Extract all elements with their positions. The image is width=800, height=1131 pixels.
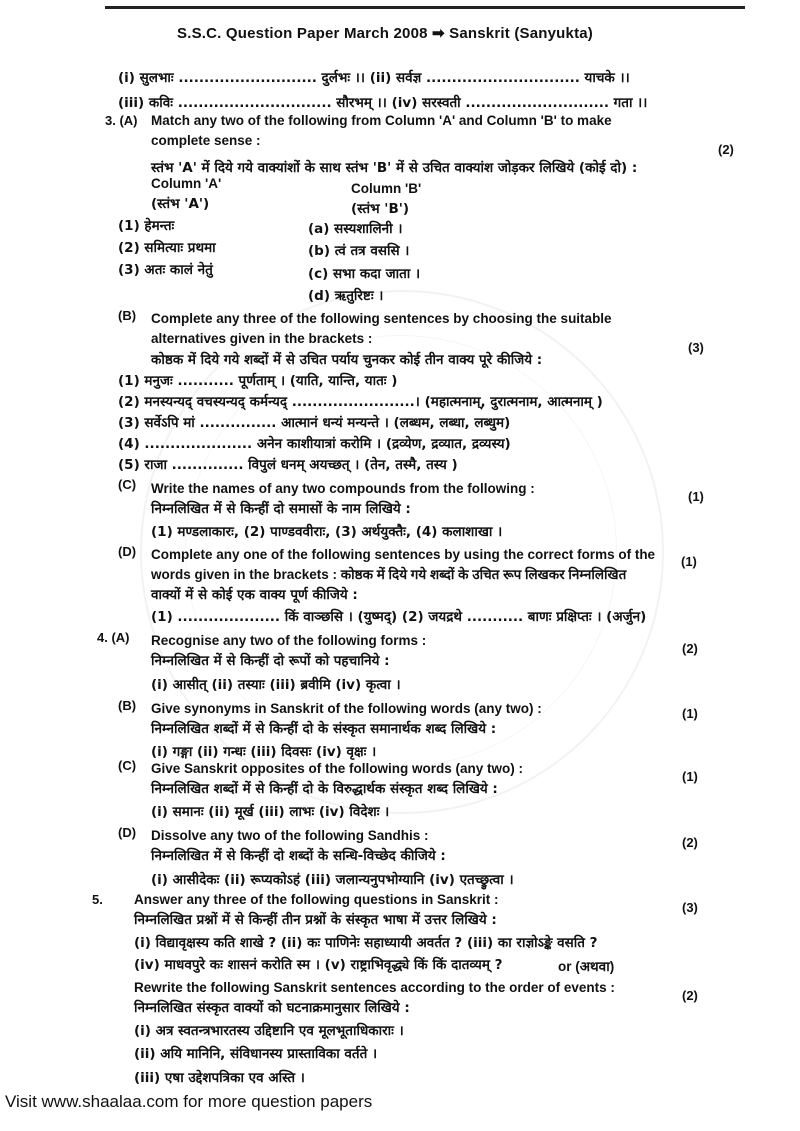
text-line: Column 'B' [351,181,422,196]
text-line: (b) त्वं तत्र वससि । [308,243,410,259]
text-line: (1) मनुजः ........... पूर्णताम् । (याति, यान्ति, यातः ) [118,373,398,389]
text-line: (4) ..................... अनेन काशीयात्रां करोमि । (द्रव्येण, द्रव्यात, द्रव्यस्य) [118,436,511,452]
text-line: (i) सुलभाः ........................... दुर्लभः ।। (ii) सर्वज्ञ .............................. याचके ।। [118,70,630,86]
text-line: निम्नलिखित में से किन्हीं दो रूपों को पहचानिये : [151,653,390,669]
text-line: or (अथवा) [558,959,615,974]
text-line: Give Sanskrit opposites of the following words (any two) : [151,761,524,776]
footer-note[interactable]: Visit www.shaalaa.com for more question papers [5,1092,373,1111]
text-line: (i) गङ्गा (ii) गन्धः (iii) दिवसः (iv) वृक्षः । [151,744,377,760]
text-line: Complete any one of the following sentences by using the correct forms of the [151,547,656,562]
text-line: Complete any three of the following sentences by choosing the suitable [151,311,612,326]
text-line: (iii) कविः .............................. सौरभम् ।। (iv) सरस्वती ............................ गता ।। [118,95,648,111]
text-line: Column 'A' [151,176,222,191]
text-line: (1) .................... किं वाञ्छसि । (युष्मद्) (2) जयद्रथे ........... बाणः प्रक्षिप्तः । (अर्जुन) [151,609,647,625]
text-line: (B) [118,308,137,323]
text-line: (iv) माधवपुरे कः शासनं करोति स्म । (v) राष्ट्राभिवृद्ध्ये किं किं दातव्यम् ? [134,957,503,973]
text-line: निम्नलिखित शब्दों में से किन्हीं दो के संस्कृत समानार्थक शब्द लिखिये : [151,721,497,737]
header-title: S.S.C. Question Paper March 2008 ➡ Sanskrit (Sanyukta) [177,25,594,42]
marks-label: (3) [688,340,704,355]
text-line: Write the names of any two compounds from the following : [151,481,535,496]
text-line: (2) समित्याः प्रथमा [118,240,216,256]
text-line: (2) मनस्यन्यद् वचस्यन्यद् कर्मन्यद् ........................। (महात्मनाम्, दुरात्मनाम, आत्मनाम् ) [118,394,603,410]
text-line: (D) [118,544,137,559]
text-line: Dissolve any two of the following Sandhis : [151,828,429,843]
text-line: (i) आसीत् (ii) तस्याः (iii) ब्रवीमि (iv) कृत्वा । [151,677,401,693]
text-line: 4. (A) [97,630,130,645]
text-line: (3) सर्वेऽपि मां ............... आत्मानं धन्यं मन्यन्ते । (लब्धम, लब्धा, लब्धुम) [118,415,511,431]
page-header [105,6,745,58]
text-line: Answer any three of the following questions in Sanskrit : [134,892,499,907]
marks-label: (2) [682,835,698,850]
marks-label: (1) [688,489,704,504]
marks-label: (2) [682,988,698,1003]
marks-label: (2) [682,641,698,656]
text-line: Recognise any two of the following forms : [151,633,427,648]
text-line: complete sense : [151,133,261,148]
text-line: (iii) एषा उद्देशपत्रिका एव अस्ति । [134,1070,305,1086]
text-line: (i) समानः (ii) मूर्ख (iii) लाभः (iv) विदेशः । [151,804,390,820]
text-line: (3) अतः कालं नेतुं [118,262,213,278]
text-line: निम्नलिखित प्रश्नों में से किन्हीं तीन प्रश्नों के संस्कृत भाषा में उत्तर लिखिये : [134,912,497,928]
text-line: (c) सभा कदा जाता । [308,266,421,282]
text-line: Rewrite the following Sanskrit sentences according to the order of events : [134,980,615,995]
text-line: निम्नलिखित संस्कृत वाक्यों को घटनाक्रमानुसार लिखिये : [134,1000,410,1016]
text-line: words given in the brackets : कोष्ठक में दिये गये शब्दों के उचित रूप लिखकर निम्नलिखित [151,567,627,582]
text-line: (a) सस्यशालिनी । [308,221,403,237]
text-line: निम्नलिखित में से किन्हीं दो समासों के नाम लिखिये : [151,501,411,517]
text-line: निम्नलिखित शब्दों में से किन्हीं दो के विरुद्धार्थक संस्कृत शब्द लिखिये : [151,781,498,797]
text-line: 5. [92,892,103,907]
marks-label: (3) [682,900,698,915]
text-line: (i) विद्यावृक्षस्य कति शाखे ? (ii) कः पाणिनेः सहाध्यायी अवर्तत ? (iii) का राज्ञोऽङ्के वसति ? [134,935,598,951]
text-line: alternatives given in the brackets : [151,331,373,346]
text-line: (D) [118,825,137,840]
text-line: (5) राजा .............. विपुलं धनम् अयच्छत् । (तेन, तस्मै, तस्य ) [118,457,458,473]
text-line: (1) हेमन्तः [118,218,175,234]
marks-label: (1) [682,706,698,721]
text-line: कोष्ठक में दिये गये शब्दों में से उचित पर्याय चुनकर कोई तीन वाक्य पूरे कीजिये : [151,352,543,368]
text-line: वाक्यों में से कोई एक वाक्य पूर्ण कीजिये : [151,587,358,603]
text-line: (स्तंभ 'B') [351,201,410,217]
marks-label: (2) [718,142,734,157]
text-line: (i) अत्र स्वतन्त्रभारतस्य उद्दिष्टानि एव मूलभूताधिकाराः । [134,1023,404,1039]
text-line: (d) ऋतुरिष्टः । [308,288,384,304]
text-line: Give synonyms in Sanskrit of the following words (any two) : [151,701,542,716]
marks-label: (1) [681,554,697,569]
text-line: स्तंभ 'A' में दिये गये वाक्यांशों के साथ स्तंभ 'B' में से उचित वाक्यांश जोड़कर लिखिये (कोई दो) : [151,160,638,176]
header-rule [105,6,745,9]
text-line: (B) [118,698,137,713]
text-line: (C) [118,758,137,773]
text-line: (स्तंभ 'A') [151,196,210,212]
marks-label: (1) [682,769,698,784]
text-line: 3. (A) [105,113,138,128]
text-line: (i) आसीदेकः (ii) रूप्यकोऽहं (iii) जलान्यनुपभोग्यानि (iv) एतच्छ्रुत्वा । [151,872,514,888]
text-line: निम्नलिखित में से किन्हीं दो शब्दों के सन्धि-विच्छेद कीजिये : [151,848,446,864]
text-line: (ii) अयि मानिनि, संविधानस्य प्रास्ताविका वर्तते । [134,1046,378,1062]
text-line: (1) मण्डलाकारः, (2) पाण्डववीराः, (3) अर्थयुक्तैः, (4) कलाशाखा । [151,524,503,540]
text-line: Match any two of the following from Column 'A' and Column 'B' to make [151,113,612,128]
text-line: (C) [118,477,137,492]
